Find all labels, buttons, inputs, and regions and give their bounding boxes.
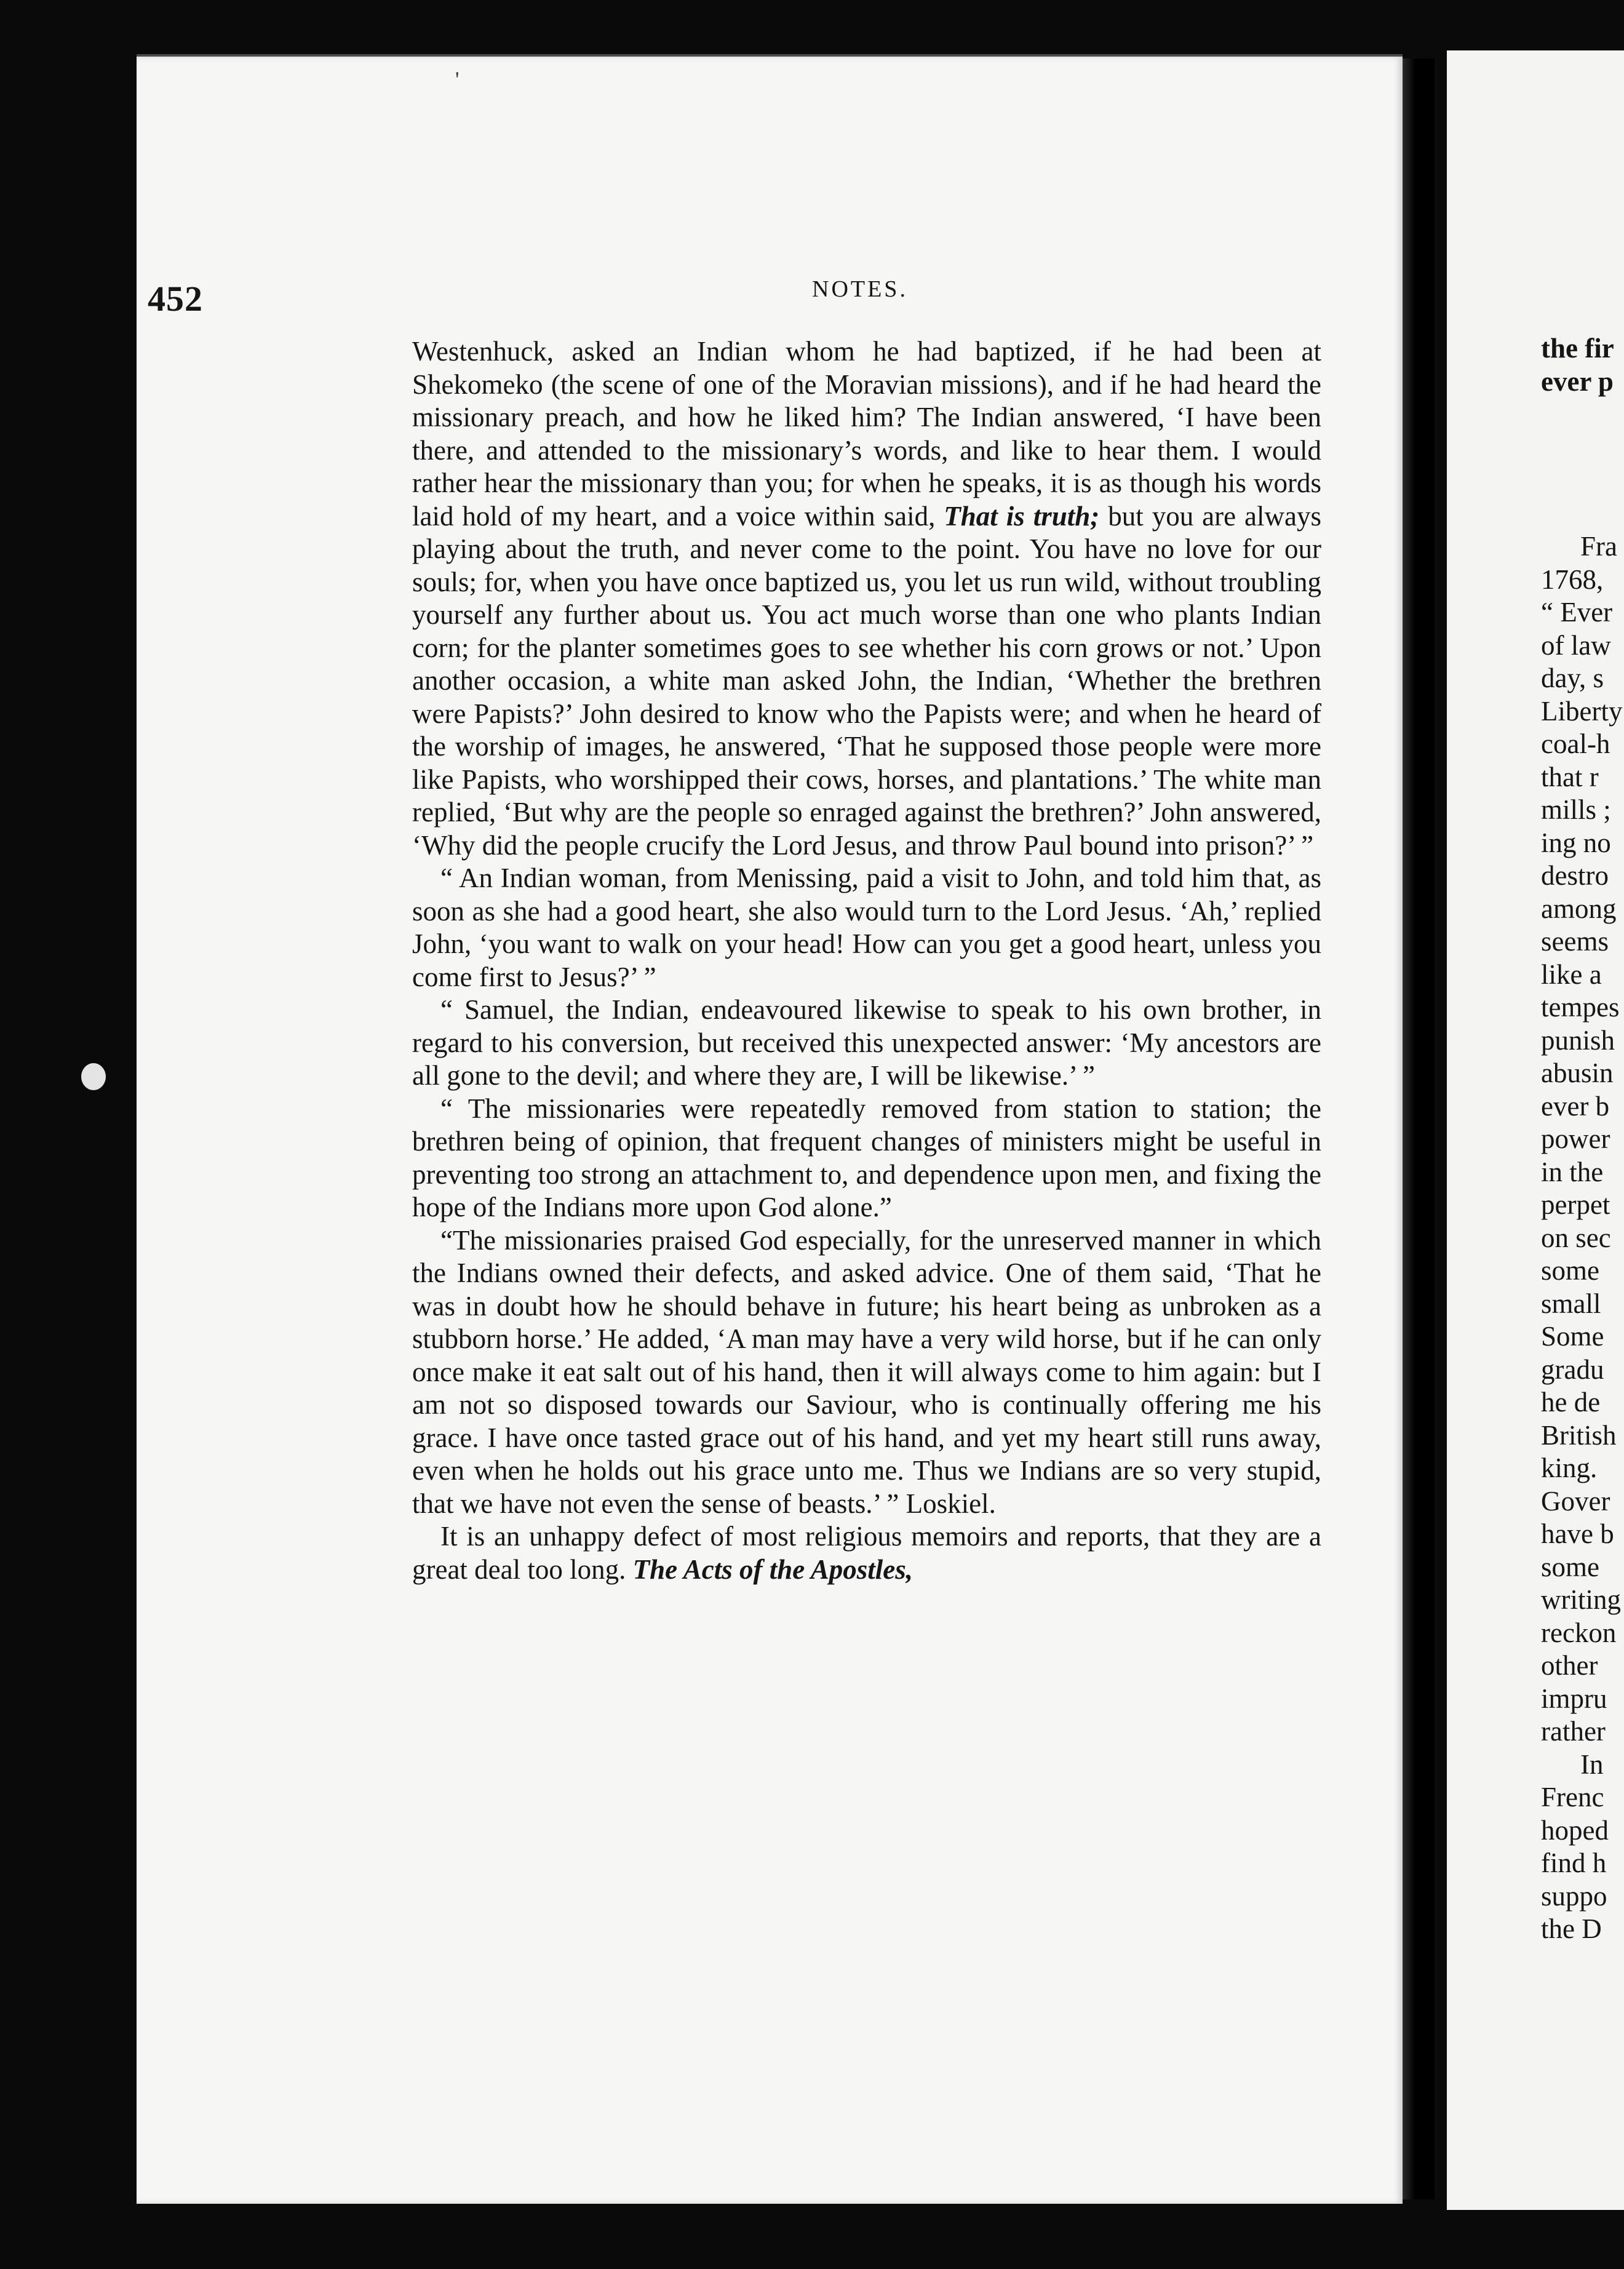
book-gutter (1403, 58, 1435, 2199)
facing-line: ever b (1541, 1090, 1610, 1122)
facing-line: on sec (1541, 1222, 1611, 1253)
facing-line: In (1580, 1749, 1604, 1780)
facing-line: impru (1541, 1683, 1607, 1714)
facing-line: tempes (1541, 992, 1620, 1023)
facing-line: find h (1541, 1848, 1607, 1878)
paragraph-1-tail: but you are always playing about the truth, and never come to the point. You have no love for our souls; for, when you have once baptized us, you let us run wild, without troubling yourself any further about us. You act much worse than one who plants Indian corn; for the planter sometimes goes to see whether his corn grows or not.’ Upon another occasion, a white man asked John, the Indian, ‘Whether the brethren were Papists?’ John desired to know who the Papists were; and when he heard of the worship of images, he answered, ‘That he supposed those people were more like Papists, who worshipped their cows, horses, and plantations.’ The white man replied, ‘But why are the people so enraged against the brethren?’ John answered, ‘Why did the people crucify the Lord Jesus, and throw Paul bound into prison?’ ” (412, 500, 1321, 861)
facing-line: small (1541, 1288, 1601, 1319)
facing-line: hoped (1541, 1814, 1609, 1846)
facing-line: abusin (1541, 1058, 1614, 1088)
facing-line: gradu (1541, 1354, 1604, 1385)
facing-line: the fir (1541, 333, 1614, 364)
paragraph-4: “ The missionaries were repeatedly removed from station to station; the brethren being of opinion, that frequent changes of ministers might be useful in preventing too strong an attachment to, and dependence upon men, and fixing the hope of the Indians more upon God alone.” (412, 1093, 1321, 1222)
facing-line: among (1541, 893, 1617, 924)
facing-line: Some (1541, 1321, 1604, 1352)
facing-line: he de (1541, 1387, 1601, 1418)
facing-line: Liberty (1541, 695, 1623, 727)
facing-line: in the (1541, 1156, 1604, 1187)
facing-line: mills ; (1541, 794, 1611, 825)
facing-line: ing no (1541, 827, 1611, 858)
facing-line: other (1541, 1650, 1598, 1681)
facing-line: punish (1541, 1024, 1615, 1056)
facing-line: perpet (1541, 1189, 1610, 1220)
running-head: NOTES. (812, 276, 908, 302)
facing-line: Frenc (1541, 1782, 1604, 1812)
italic-acts: The Acts of the Apostles, (632, 1553, 914, 1585)
facing-line: ever p (1541, 365, 1614, 397)
paragraph-6-start: It is an unhappy defect of most religious memoirs and reports, that they are a great deal too long. (412, 1521, 1321, 1585)
facing-line: day, s (1541, 663, 1604, 693)
facing-line: 1768, (1541, 564, 1604, 595)
facing-line: power (1541, 1123, 1610, 1154)
facing-line: the D (1541, 1913, 1602, 1944)
page-number: 452 (148, 279, 203, 319)
facing-line: British (1541, 1419, 1617, 1451)
page-speck (81, 1063, 106, 1090)
italic-that-is-truth: That is truth; (944, 500, 1100, 532)
facing-line: of law (1541, 629, 1611, 661)
facing-line: some (1541, 1551, 1599, 1582)
facing-line: king. (1541, 1453, 1598, 1483)
facing-line: some (1541, 1255, 1599, 1286)
edge-mark: ' (455, 67, 460, 92)
paragraph-5: “The missionaries praised God especially, for the unreserved manner in which the Indians owned their defects, and asked advice. One of them said, ‘That he was in doubt how he should behave in future; his heart being as unbroken as a stubborn horse.’ He added, ‘A man may have a very wild horse, but if he can only once make it eat salt out of his hand, then it will always come to him again: but I am not so disposed towards our Saviour, who is continually offering me his grace. I have once tasted grace out of his hand, and yet my heart still runs away, even when he holds out his grace unto me. Thus we Indians are so very stupid, that we have not even the sense of beasts.’ ” Loskiel. (412, 1224, 1321, 1519)
paragraph-6 (412, 1520, 1321, 1586)
paragraph-3: “ Samuel, the Indian, endeavoured likewise to speak to his own brother, in regard to his conversion, but received this unexpected answer: ‘My ancestors are all gone to the devil; and where they are, I will be likewise.’ ” (412, 994, 1321, 1091)
body-text (412, 335, 1321, 1586)
facing-line: “ Ever (1541, 597, 1613, 628)
facing-line: reckon (1541, 1617, 1617, 1648)
facing-line: suppo (1541, 1880, 1607, 1912)
facing-line: like a (1541, 959, 1602, 990)
facing-line: destro (1541, 860, 1609, 891)
facing-line: have b (1541, 1518, 1614, 1549)
facing-page-lines (1541, 530, 1624, 1946)
paragraph-2: “ An Indian woman, from Menissing, paid a visit to John, and told him that, as soon as she had a good heart, she also would turn to the Lord Jesus. ‘Ah,’ replied John, ‘you want to walk on your head! How can you get a good heart, unless you come first to Jesus?’ ” (412, 863, 1321, 992)
paragraph-1 (412, 335, 1321, 862)
facing-line: that r (1541, 761, 1599, 792)
facing-page-top-lines (1541, 332, 1624, 398)
facing-line: Fra (1580, 531, 1617, 562)
facing-line: rather (1541, 1716, 1606, 1747)
facing-line: seems (1541, 926, 1609, 957)
paragraph-1-start: Westenhuck, asked an Indian whom he had baptized, if he had been at Shekomeko (the scene of one of the Moravian missions), and if he had heard the missionary preach, and how he liked him? The Indian answered, ‘I have been there, and attended to the missionary’s words, and like to hear them. I would rather hear the missionary than you; for when he speaks, it is as though his words laid hold of my heart, and a voice within said, (412, 336, 1321, 532)
facing-line: coal-h (1541, 728, 1610, 759)
facing-line: Gover (1541, 1485, 1610, 1517)
facing-line: writing (1541, 1584, 1621, 1615)
